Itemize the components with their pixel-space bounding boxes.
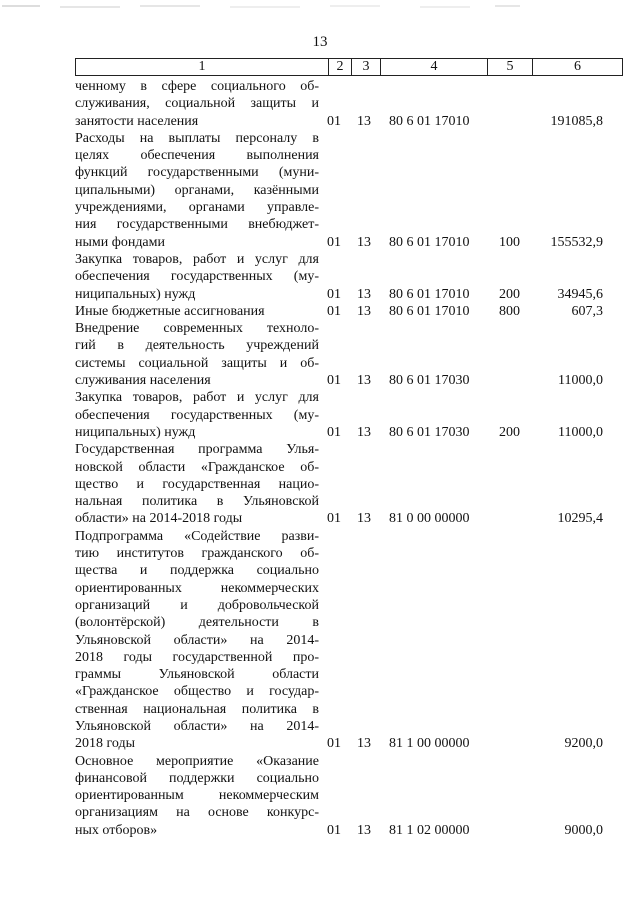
header-col-4: 4 <box>381 59 488 76</box>
header-col-3: 3 <box>352 59 381 76</box>
row-values <box>75 510 623 527</box>
description-line: учреждениями, органами управле- <box>75 200 319 216</box>
target-article-code: 80 6 01 17030 <box>389 424 470 440</box>
description-line: щества и поддержка социально <box>75 563 319 579</box>
description-line: финансовой поддержки социально <box>75 770 319 786</box>
description-line: «Гражданское общество и государ- <box>75 684 319 700</box>
target-article-code: 81 1 00 00000 <box>389 736 470 752</box>
description-line: Подпрограмма «Содействие разви- <box>75 528 319 544</box>
description-line: новской области «Гражданское об- <box>75 459 319 475</box>
description-line: организаций и добровольческой <box>75 597 319 613</box>
row-values <box>75 234 623 251</box>
row-values <box>75 424 623 441</box>
description-line: ными фондами <box>75 234 166 250</box>
row-description <box>75 528 319 753</box>
table-body <box>75 78 623 839</box>
table-row <box>75 753 623 839</box>
section-code: 01 <box>327 424 341 440</box>
description-line: щество и государственная нацио- <box>75 476 319 492</box>
target-article-code: 81 0 00 00000 <box>389 511 470 527</box>
subsection-code: 13 <box>357 373 371 389</box>
description-line: Закупка товаров, работ и услуг для <box>75 251 319 267</box>
section-code: 01 <box>327 822 341 838</box>
description-line: области» на 2014-2018 годы <box>75 511 243 527</box>
table-row <box>75 441 623 527</box>
target-article-code: 80 6 01 17010 <box>389 234 470 250</box>
description-line: 2018 годы государственной про- <box>75 649 319 665</box>
target-article-code: 80 6 01 17030 <box>389 373 470 389</box>
description-line: служивания населения <box>75 373 211 389</box>
description-line: Закупка товаров, работ и услуг для <box>75 390 319 406</box>
description-line: ниципальных) нужд <box>75 286 196 302</box>
amount: 9200,0 <box>564 736 603 752</box>
expense-type-code: 200 <box>499 286 520 302</box>
description-line: 2018 годы <box>75 736 136 752</box>
section-code: 01 <box>327 373 341 389</box>
description-line: ченному в сфере социального об- <box>75 79 319 94</box>
description-line: гий в деятельность учреждений <box>75 338 319 354</box>
amount: 607,3 <box>571 303 603 319</box>
subsection-code: 13 <box>357 736 371 752</box>
header-col-1: 1 <box>76 59 329 76</box>
description-line: обеспечения государственных (му- <box>75 407 319 423</box>
row-values <box>75 822 623 839</box>
description-line: Расходы на выплаты персоналу в <box>75 130 319 146</box>
amount: 10295,4 <box>557 511 603 527</box>
description-line: Ульяновской области» на 2014- <box>75 632 319 648</box>
subsection-code: 13 <box>357 303 371 319</box>
expense-type-code: 200 <box>499 424 520 440</box>
description-line: ниципальных) нужд <box>75 424 196 440</box>
target-article-code: 80 6 01 17010 <box>389 303 470 319</box>
row-values <box>75 372 623 389</box>
header-col-2: 2 <box>329 59 352 76</box>
description-line: ципальными) органами, казёнными <box>75 182 319 198</box>
description-line: ных отборов» <box>75 822 158 838</box>
description-line: целях обеспечения выполнения <box>75 148 319 164</box>
subsection-code: 13 <box>357 234 371 250</box>
section-code: 01 <box>327 234 341 250</box>
amount: 9000,0 <box>564 822 603 838</box>
section-code: 01 <box>327 303 341 319</box>
description-line: системы социальной защиты и об- <box>75 355 319 371</box>
header-col-5: 5 <box>488 59 533 76</box>
description-line: служивания, социальной защиты и <box>75 96 319 112</box>
description-line: Основное мероприятие «Оказание <box>75 753 319 769</box>
description-line: занятости населения <box>75 113 199 129</box>
table-row <box>75 389 623 441</box>
description-line: организациям на основе конкурс- <box>75 805 319 821</box>
amount: 34945,6 <box>557 286 603 302</box>
table-row <box>75 528 623 753</box>
amount: 191085,8 <box>550 113 603 129</box>
header-col-6: 6 <box>533 59 623 76</box>
description-line: функций государственными (муни- <box>75 165 319 181</box>
description-line: Ульяновской области» на 2014- <box>75 718 319 734</box>
section-code: 01 <box>327 113 341 129</box>
table-header <box>75 58 623 76</box>
amount: 11000,0 <box>558 424 603 440</box>
subsection-code: 13 <box>357 511 371 527</box>
subsection-code: 13 <box>357 424 371 440</box>
section-code: 01 <box>327 736 341 752</box>
description-line: нальная политика в Ульяновской <box>75 494 319 510</box>
page-number: 13 <box>312 34 328 50</box>
description-line: Иные бюджетные ассигнования <box>75 303 265 319</box>
subsection-code: 13 <box>357 113 371 129</box>
table-row <box>75 78 623 130</box>
row-values <box>75 113 623 130</box>
table-row <box>75 251 623 303</box>
description-line: ориентированных некоммерческих <box>75 580 319 596</box>
description-line: ориентированным некоммерческим <box>75 788 319 804</box>
description-line: ния государственными внебюджет- <box>75 217 319 233</box>
table-row <box>75 303 623 320</box>
description-line: граммы Ульяновской области <box>75 667 319 683</box>
target-article-code: 81 1 02 00000 <box>389 822 470 838</box>
amount: 155532,9 <box>550 234 603 250</box>
description-line: ственная национальная политика в <box>75 701 319 717</box>
description-line: (волонтёрской) деятельности в <box>75 615 319 631</box>
row-values <box>75 735 623 752</box>
table-row <box>75 130 623 251</box>
amount: 11000,0 <box>558 373 603 389</box>
description-line: Государственная программа Улья- <box>75 442 319 458</box>
subsection-code: 13 <box>357 286 371 302</box>
description-line: Внедрение современных техноло- <box>75 321 319 337</box>
section-code: 01 <box>327 286 341 302</box>
target-article-code: 80 6 01 17010 <box>389 286 470 302</box>
expense-type-code: 100 <box>499 234 520 250</box>
table-row <box>75 320 623 389</box>
row-values <box>75 303 623 320</box>
section-code: 01 <box>327 511 341 527</box>
expense-type-code: 800 <box>499 303 520 319</box>
description-line: тию институтов гражданского об- <box>75 546 319 562</box>
description-line: обеспечения государственных (му- <box>75 269 319 285</box>
subsection-code: 13 <box>357 822 371 838</box>
scan-artifact-marks <box>0 0 640 14</box>
target-article-code: 80 6 01 17010 <box>389 113 470 129</box>
row-values <box>75 286 623 303</box>
